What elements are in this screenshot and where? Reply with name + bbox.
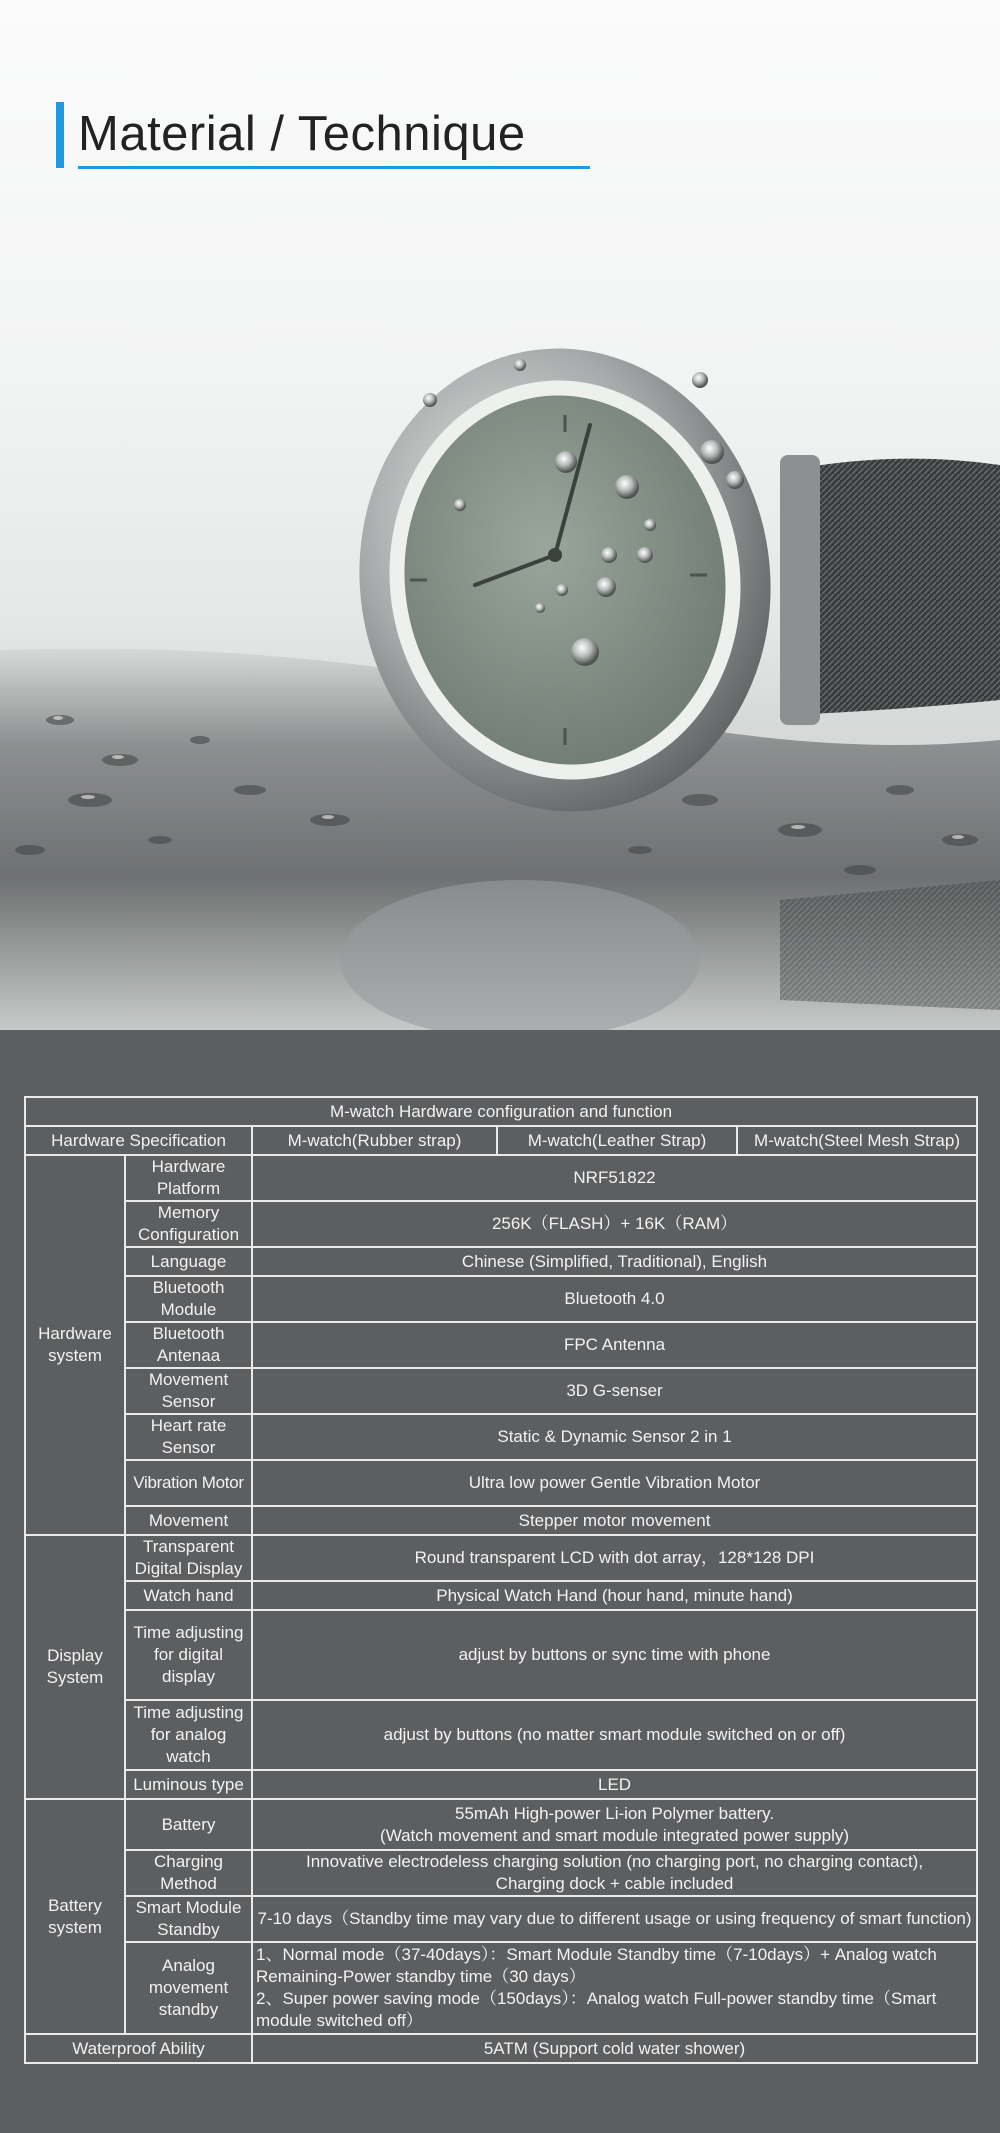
- table-row: [25, 1368, 977, 1414]
- row-value: 3D G-senser: [252, 1368, 977, 1414]
- analog-standby-line2: 2、Super power saving mode（150days）：Analog watch Full-power standby time（Smart module switched off）: [256, 1989, 937, 2030]
- table-row: [25, 1799, 977, 1850]
- row-label: Bluetooth Antenaa: [125, 1322, 252, 1368]
- row-value: adjust by buttons or sync time with phone: [252, 1610, 977, 1700]
- header-steel-mesh-strap: M-watch(Steel Mesh Strap): [737, 1126, 977, 1155]
- row-label: Smart Module Standby: [125, 1896, 252, 1942]
- table-caption: M-watch Hardware configuration and function: [25, 1097, 977, 1126]
- row-label: Transparent Digital Display: [125, 1535, 252, 1581]
- header-spec: Hardware Specification: [25, 1126, 252, 1155]
- row-label: Watch hand: [125, 1581, 252, 1610]
- hero-banner: [0, 0, 1000, 1030]
- table-row: [25, 2034, 977, 2063]
- table-row: [25, 1700, 977, 1770]
- table-row: [25, 1770, 977, 1799]
- table-row: [25, 1276, 977, 1322]
- table-row: [25, 1201, 977, 1247]
- table-row: [25, 1506, 977, 1535]
- row-value: Stepper motor movement: [252, 1506, 977, 1535]
- table-row: [25, 1896, 977, 1942]
- spec-section: [0, 1030, 1000, 2133]
- row-value: [252, 1850, 977, 1896]
- table-row: [25, 1322, 977, 1368]
- row-label: Heart rate Sensor: [125, 1414, 252, 1460]
- row-value: 256K（FLASH）+ 16K（RAM）: [252, 1201, 977, 1247]
- row-label: Luminous type: [125, 1770, 252, 1799]
- heading-accent-bar: [56, 102, 64, 168]
- row-value: NRF51822: [252, 1155, 977, 1201]
- row-value: [252, 1942, 977, 2034]
- row-label: Language: [125, 1247, 252, 1276]
- row-label: Bluetooth Module: [125, 1276, 252, 1322]
- header-rubber-strap: M-watch(Rubber strap): [252, 1126, 497, 1155]
- table-caption-row: [25, 1097, 977, 1126]
- row-value: Round transparent LCD with dot array，128*128 DPI: [252, 1535, 977, 1581]
- row-label: Movement: [125, 1506, 252, 1535]
- charging-value-line2: Charging dock + cable included: [495, 1874, 734, 1893]
- table-row: [25, 1414, 977, 1460]
- table-row: [25, 1155, 977, 1201]
- row-label: Charging Method: [125, 1850, 252, 1896]
- row-value: Static & Dynamic Sensor 2 in 1: [252, 1414, 977, 1460]
- row-value: FPC Antenna: [252, 1322, 977, 1368]
- row-label: Memory Configuration: [125, 1201, 252, 1247]
- row-label: Vibration Motor: [125, 1460, 252, 1506]
- row-label: Movement Sensor: [125, 1368, 252, 1414]
- row-value: Physical Watch Hand (hour hand, minute hand): [252, 1581, 977, 1610]
- row-label: Analog movement standby: [125, 1942, 252, 2034]
- heading-underline: [78, 166, 590, 169]
- row-label: Time adjusting for analog watch: [125, 1700, 252, 1770]
- row-label: Waterproof Ability: [25, 2034, 252, 2063]
- row-value: Bluetooth 4.0: [252, 1276, 977, 1322]
- group-label-hardware: Hardware system: [25, 1155, 125, 1535]
- row-value: Chinese (Simplified, Traditional), English: [252, 1247, 977, 1276]
- table-row: [25, 1460, 977, 1506]
- analog-standby-line1: 1、Normal mode（37-40days）：Smart Module Standby time（7-10days）+ Analog watch Remaining-Power standby time（30 days）: [256, 1945, 937, 1986]
- table-row: [25, 1850, 977, 1896]
- page-title: Material / Technique: [78, 107, 526, 161]
- battery-value-line2: (Watch movement and smart module integrated power supply): [380, 1825, 850, 1845]
- row-value: LED: [252, 1770, 977, 1799]
- spec-table: [24, 1096, 978, 2064]
- group-label-display: Display System: [25, 1535, 125, 1799]
- charging-value-line1: Innovative electrodeless charging solution (no charging port, no charging contact),: [305, 1852, 924, 1871]
- row-value: adjust by buttons (no matter smart module switched on or off): [252, 1700, 977, 1770]
- group-label-battery: Battery system: [25, 1799, 125, 2034]
- row-value: Ultra low power Gentle Vibration Motor: [252, 1460, 977, 1506]
- table-row: [25, 1610, 977, 1700]
- row-value: 7-10 days（Standby time may vary due to different usage or using frequency of smart function): [252, 1896, 977, 1942]
- row-value: [252, 1799, 977, 1850]
- header-leather-strap: M-watch(Leather Strap): [497, 1126, 737, 1155]
- battery-value-line1: 55mAh High-power Li-ion Polymer battery.: [455, 1803, 775, 1823]
- table-header-row: [25, 1126, 977, 1155]
- row-label: Battery: [125, 1799, 252, 1850]
- table-row: [25, 1942, 977, 2034]
- table-row: [25, 1247, 977, 1276]
- table-row: [25, 1581, 977, 1610]
- table-row: [25, 1535, 977, 1581]
- row-label: Hardware Platform: [125, 1155, 252, 1201]
- row-label: Time adjusting for digital display: [125, 1610, 252, 1700]
- row-value: 5ATM (Support cold water shower): [252, 2034, 977, 2063]
